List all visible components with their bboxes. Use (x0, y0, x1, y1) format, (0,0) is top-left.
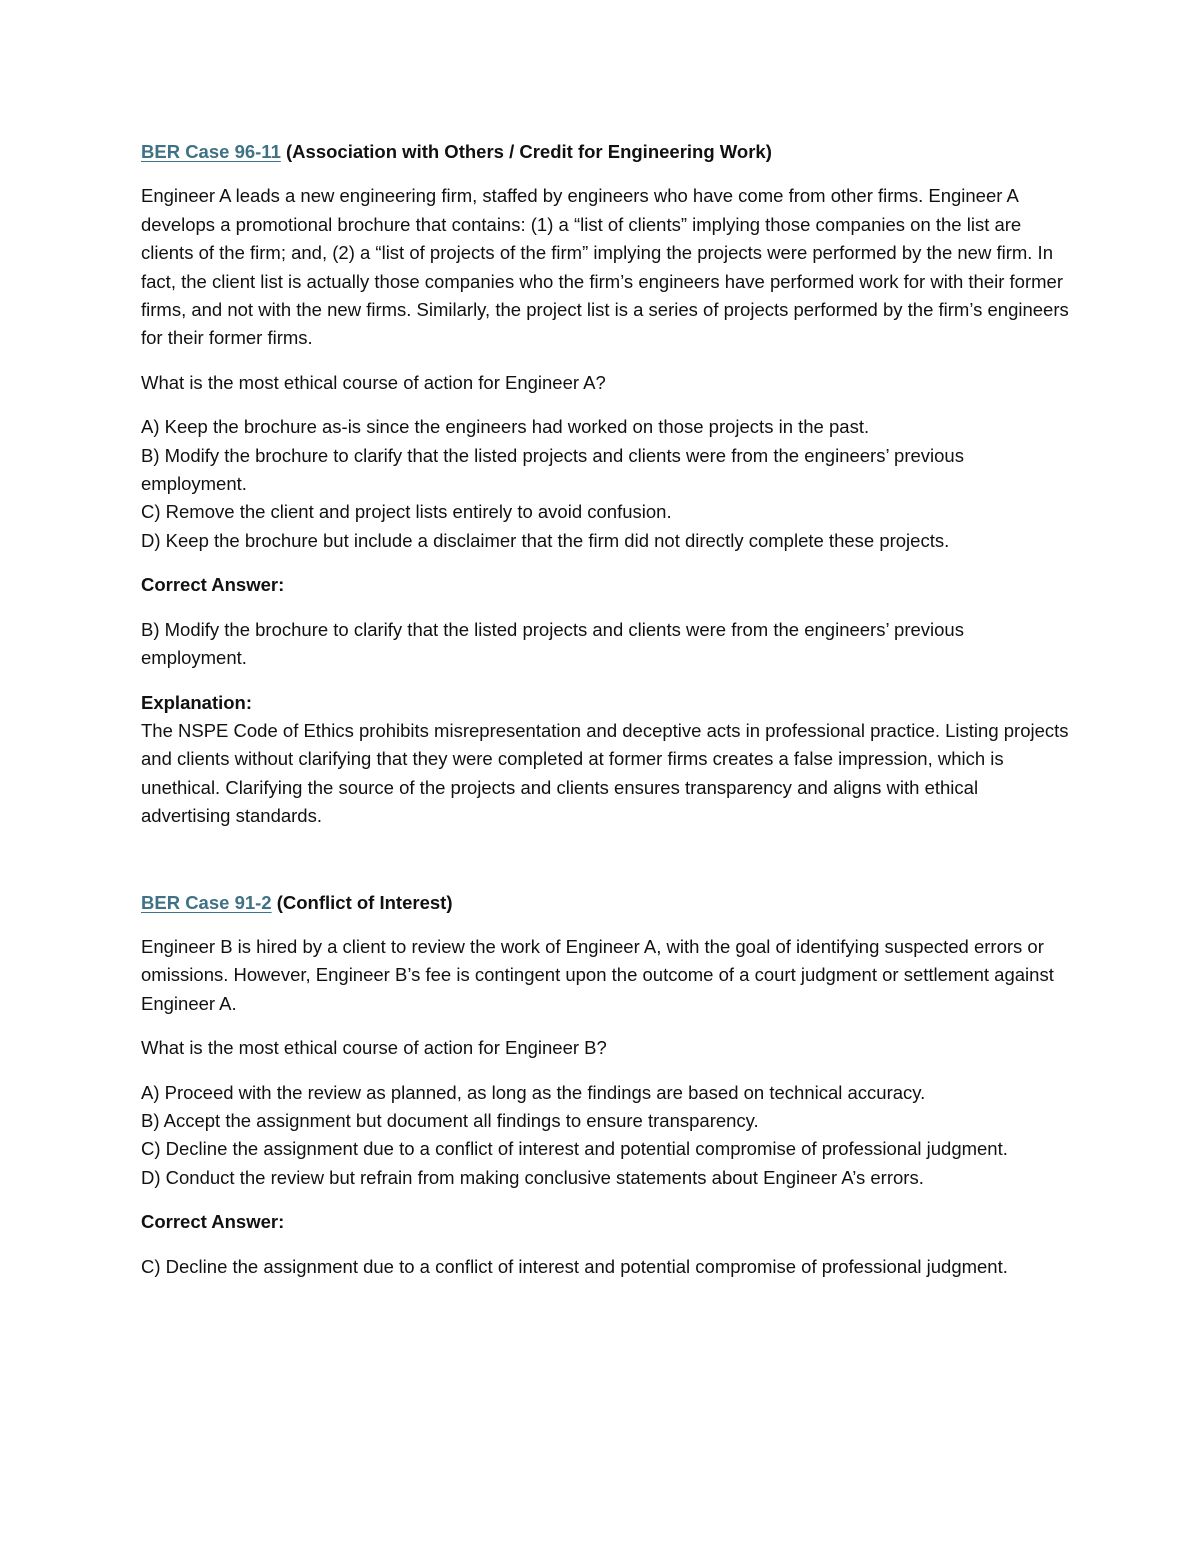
case-question: What is the most ethical course of action for Engineer A? (141, 371, 606, 393)
explanation-label: Explanation: (141, 691, 253, 713)
case-scenario: Engineer A leads a new engineering firm, staffed by engineers who have come from other firms. Engineer A develops a promotional brochure that contains: (1) a “list of clients” implying those companies on the list are clients of the firm; and, (2) a “list of projects of the firm” implying the projects were performed by the new firm. In fact, the client list is actually those companies who the firm’s engineers have performed work for with their former firms, and not with the new firms. Similarly, the project list is a series of projects performed by the firm’s engineers for their former firms. (141, 185, 1069, 349)
explanation-text: The NSPE Code of Ethics prohibits misrepresentation and deceptive acts in professional practice. Listing projects and clients without clarifying that they were completed at former firms creates a false impression, which is unethical. Clarifying the source of the projects and clients ensures transparency and aligns with ethical advertising standards. (141, 719, 1069, 827)
case-scenario: Engineer B is hired by a client to review the work of Engineer A, with the goal of identifying suspected errors or omissions. However, Engineer B’s fee is contingent upon the outcome of a court judgment or settlement against Engineer A. (141, 935, 1054, 1014)
case-title (141, 889, 1071, 917)
answer-options (141, 1079, 1071, 1193)
option-d: D) Conduct the review but refrain from making conclusive statements about Engineer A’s errors. (141, 1166, 924, 1188)
answer-options (141, 413, 1071, 555)
option-a: A) Keep the brochure as-is since the engineers had worked on those projects in the past. (141, 416, 870, 438)
option-b: B) Modify the brochure to clarify that the listed projects and clients were from the engineers’ previous employment. (141, 444, 964, 495)
correct-answer: B) Modify the brochure to clarify that the listed projects and clients were from the engineers’ previous employment. (141, 618, 964, 669)
case-96-11 (141, 138, 1071, 831)
case-title (141, 138, 1071, 166)
case-title-topic: (Association with Others / Credit for Engineering Work) (280, 141, 772, 162)
option-c: C) Decline the assignment due to a conflict of interest and potential compromise of professional judgment. (141, 1138, 1008, 1160)
option-d: D) Keep the brochure but include a disclaimer that the firm did not directly complete these projects. (141, 529, 950, 551)
correct-answer-label: Correct Answer: (141, 1211, 285, 1233)
case-91-2 (141, 889, 1071, 1281)
case-91-2-link[interactable]: BER Case 91-2 (141, 891, 272, 913)
correct-answer-label: Correct Answer: (141, 574, 285, 596)
option-b: B) Accept the assignment but document all findings to ensure transparency. (141, 1109, 759, 1131)
option-a: A) Proceed with the review as planned, as long as the findings are based on technical accuracy. (141, 1081, 926, 1103)
document-page (141, 138, 1071, 1297)
option-c: C) Remove the client and project lists entirely to avoid confusion. (141, 501, 672, 523)
case-title-topic: (Conflict of Interest) (271, 891, 453, 913)
case-question: What is the most ethical course of action for Engineer B? (141, 1037, 607, 1059)
correct-answer: C) Decline the assignment due to a conflict of interest and potential compromise of professional judgment. (141, 1255, 1008, 1277)
case-96-11-link[interactable]: BER Case 96-11 (141, 141, 281, 162)
